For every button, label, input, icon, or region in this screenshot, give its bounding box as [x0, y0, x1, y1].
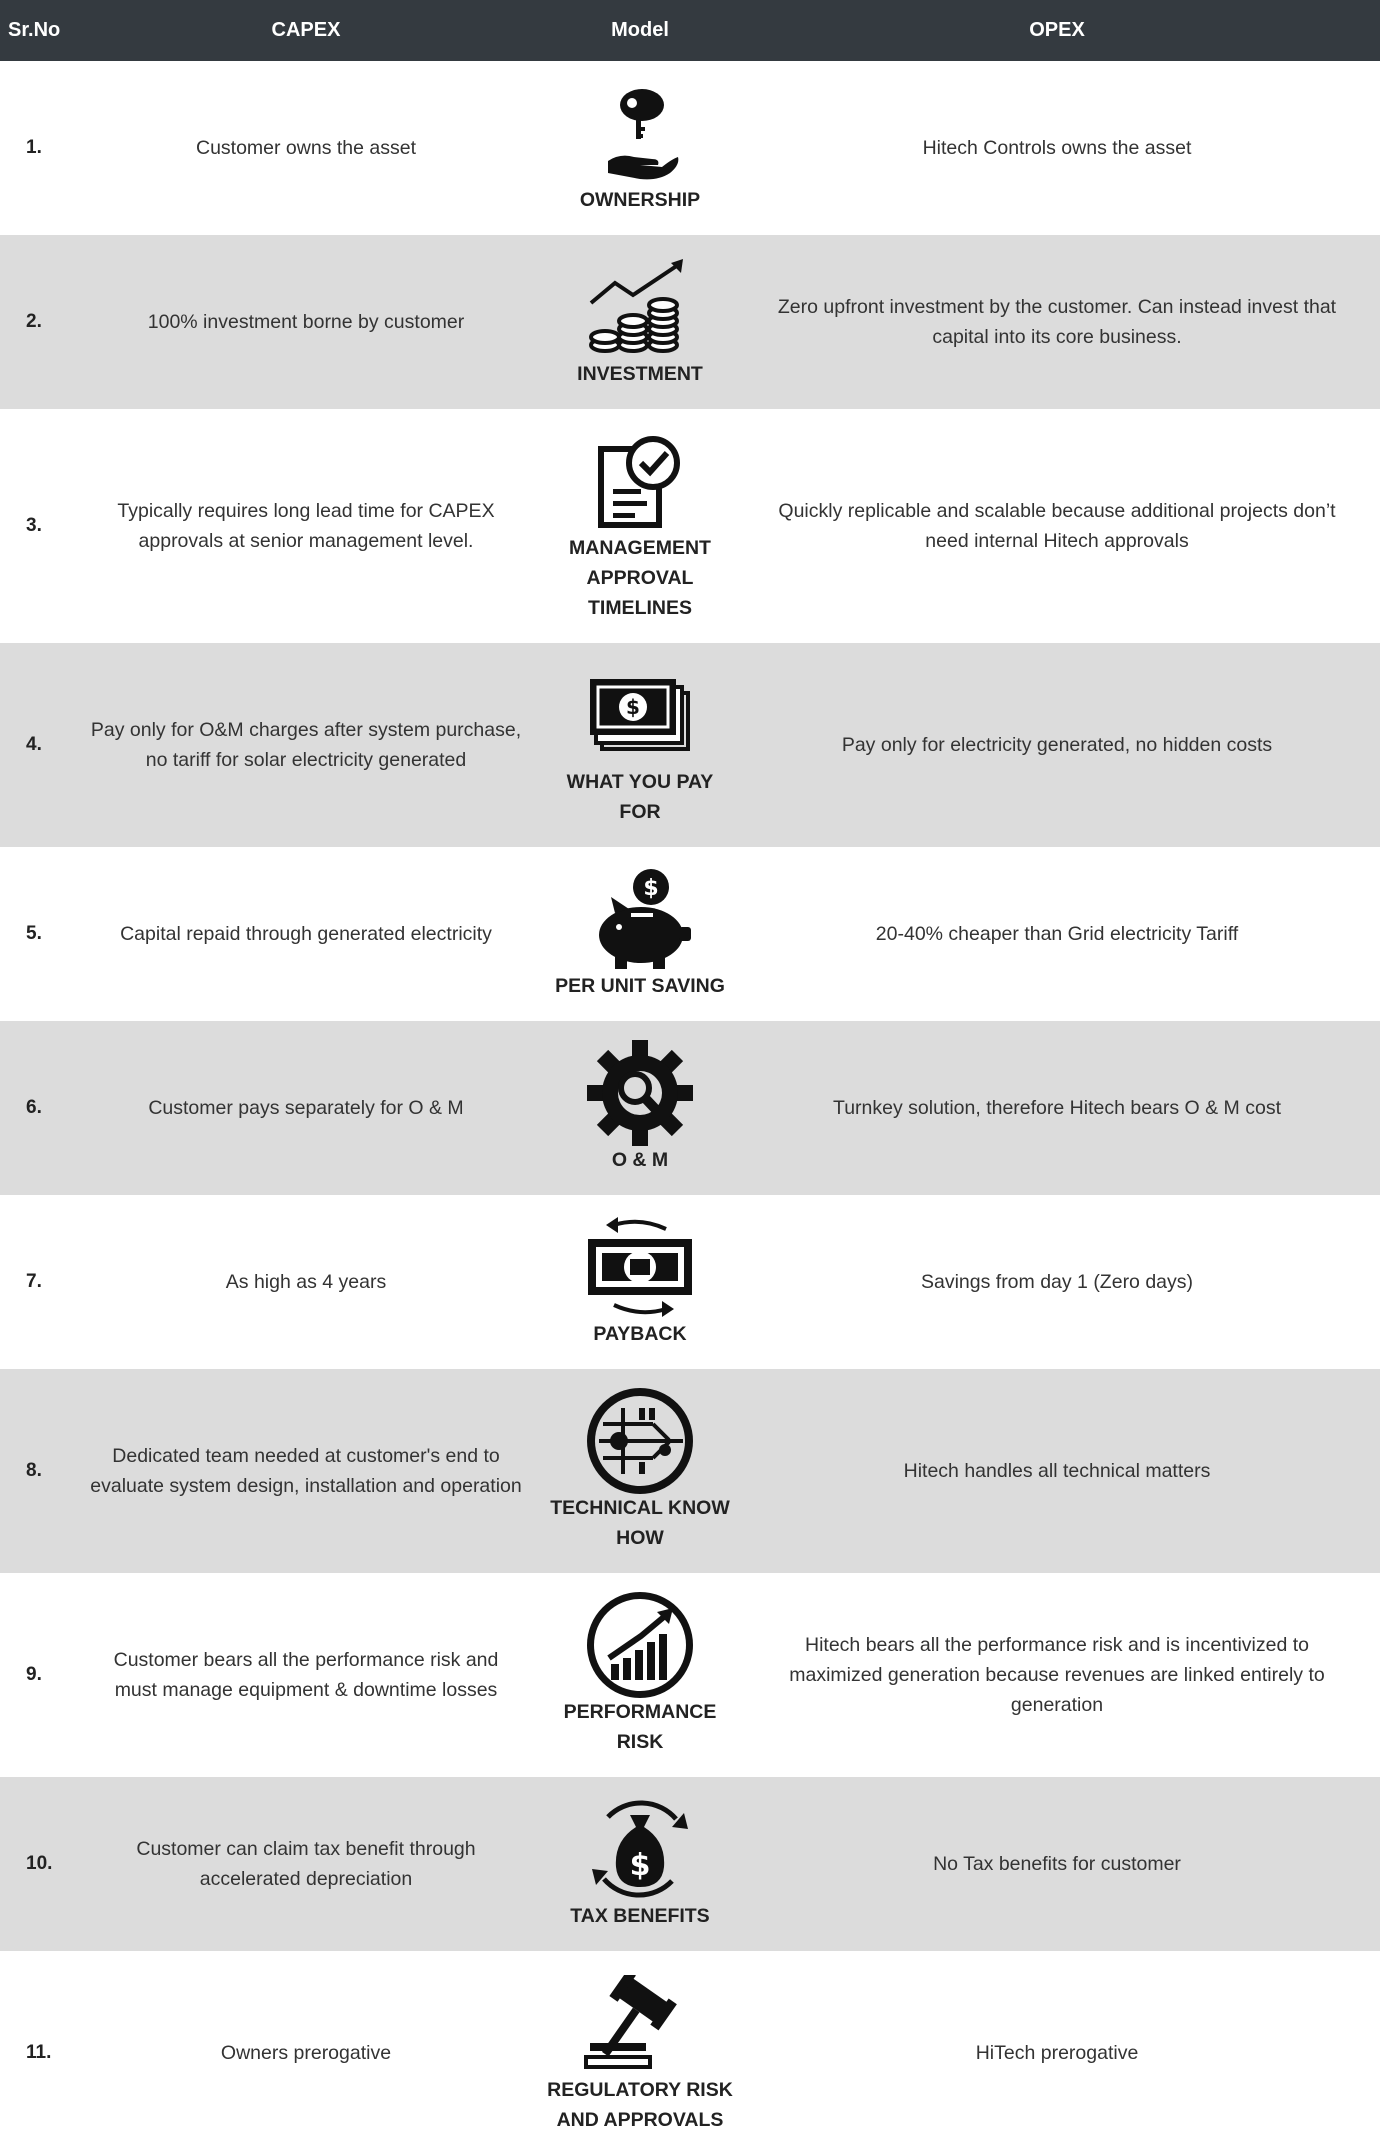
table-row	[0, 1573, 1380, 1777]
opex-cell: Pay only for electricity generated, no hidden costs	[841, 734, 1273, 756]
model-label: MANAGEMENT APPROVAL TIMELINES	[569, 537, 711, 619]
opex-cell: Hitech bears all the performance risk and is incentivized to maximized generation because revenues are linked entirely to generation	[789, 1634, 1325, 1716]
capex-cell: Customer bears all the performance risk and must manage equipment & downtime losses	[113, 1649, 499, 1701]
growth-chart-icon	[580, 1593, 700, 1697]
table-row	[0, 1777, 1380, 1951]
model-label: REGULATORY RISK AND APPROVALS	[547, 2079, 733, 2131]
svg-text:$: $	[626, 695, 640, 719]
capex-cell: Customer owns the asset	[195, 137, 416, 159]
model-cell	[546, 1593, 734, 1757]
opex-cell: No Tax benefits for customer	[933, 1853, 1181, 1875]
opex-cell: Hitech handles all technical matters	[903, 1460, 1211, 1482]
opex-cell: 20-40% cheaper than Grid electricity Tariff	[875, 923, 1239, 945]
approval-icon	[580, 429, 700, 533]
payback-icon	[580, 1215, 700, 1319]
table-row	[0, 409, 1380, 643]
svg-text:$: $	[643, 876, 659, 901]
svg-text:$: $	[629, 1848, 651, 1883]
model-label: O & M	[611, 1149, 669, 1171]
model-label: INVESTMENT	[577, 363, 703, 385]
row-number: 2.	[26, 311, 42, 332]
model-label: PAYBACK	[593, 1323, 687, 1345]
capex-cell: Pay only for O&M charges after system purchase, no tariff for solar electricity generated	[90, 719, 522, 771]
model-label: TAX BENEFITS	[570, 1905, 710, 1927]
row-number: 11.	[26, 2042, 52, 2063]
capex-cell: Typically requires long lead time for CAPEX approvals at senior management level.	[117, 500, 495, 552]
cash-icon	[580, 663, 700, 767]
model-label: PERFORMANCE RISK	[563, 1701, 717, 1753]
row-number: 5.	[26, 923, 42, 944]
table-row	[0, 1195, 1380, 1369]
row-number: 3.	[26, 515, 42, 536]
capex-cell: 100% investment borne by customer	[147, 311, 465, 333]
opex-cell: Hitech Controls owns the asset	[922, 137, 1192, 159]
row-number: 1.	[26, 137, 42, 158]
capex-cell: Capital repaid through generated electricity	[120, 923, 492, 945]
header-capex: CAPEX	[271, 19, 341, 41]
row-number: 9.	[26, 1664, 42, 1685]
model-cell	[546, 1215, 734, 1349]
opex-cell: Quickly replicable and scalable because additional projects don’t need internal Hitech approvals	[778, 500, 1336, 552]
table-row	[0, 1951, 1380, 2155]
row-number: 7.	[26, 1271, 42, 1292]
table-row	[0, 1369, 1380, 1573]
model-cell	[546, 255, 734, 389]
model-cell	[546, 867, 734, 1001]
table-row	[0, 643, 1380, 847]
opex-cell: Savings from day 1 (Zero days)	[920, 1271, 1194, 1293]
row-number: 10.	[26, 1853, 53, 1874]
table-row	[0, 61, 1380, 235]
capex-cell: Dedicated team needed at customer's end to evaluate system design, installation and operation	[90, 1445, 522, 1497]
model-label: PER UNIT SAVING	[555, 975, 725, 997]
opex-cell: HiTech prerogative	[975, 2042, 1139, 2064]
money-bag-icon	[580, 1797, 700, 1901]
table-row	[0, 1021, 1380, 1195]
capex-cell: As high as 4 years	[225, 1271, 387, 1293]
model-cell	[546, 81, 734, 215]
row-number: 4.	[26, 734, 42, 755]
header-sr-no: Sr.No	[8, 19, 61, 41]
model-label: WHAT YOU PAY FOR	[566, 771, 714, 823]
model-cell	[546, 429, 734, 623]
header-model: Model	[611, 19, 669, 41]
ownership-icon	[580, 81, 700, 185]
gavel-icon	[580, 1971, 700, 2075]
gear-wrench-icon	[580, 1041, 700, 1145]
model-cell	[546, 1389, 734, 1553]
row-number: 6.	[26, 1097, 42, 1118]
investment-icon	[580, 255, 700, 359]
model-cell	[546, 1797, 734, 1931]
model-cell	[546, 1971, 734, 2135]
capex-cell: Owners prerogative	[220, 2042, 392, 2064]
header-opex: OPEX	[1029, 19, 1085, 41]
model-label: TECHNICAL KNOW HOW	[550, 1497, 730, 1549]
piggy-bank-icon	[580, 867, 700, 971]
circuit-icon	[580, 1389, 700, 1493]
row-number: 8.	[26, 1460, 42, 1481]
opex-cell: Zero upfront investment by the customer. Can instead invest that capital into its core business.	[777, 296, 1337, 348]
table-row	[0, 235, 1380, 409]
opex-cell: Turnkey solution, therefore Hitech bears O & M cost	[833, 1097, 1281, 1119]
capex-cell: Customer can claim tax benefit through accelerated depreciation	[136, 1838, 476, 1890]
model-label: OWNERSHIP	[579, 189, 701, 211]
model-cell	[546, 1041, 734, 1175]
table-header	[0, 0, 1380, 61]
model-cell	[546, 663, 734, 827]
table-row	[0, 847, 1380, 1021]
capex-cell: Customer pays separately for O & M	[148, 1097, 464, 1119]
